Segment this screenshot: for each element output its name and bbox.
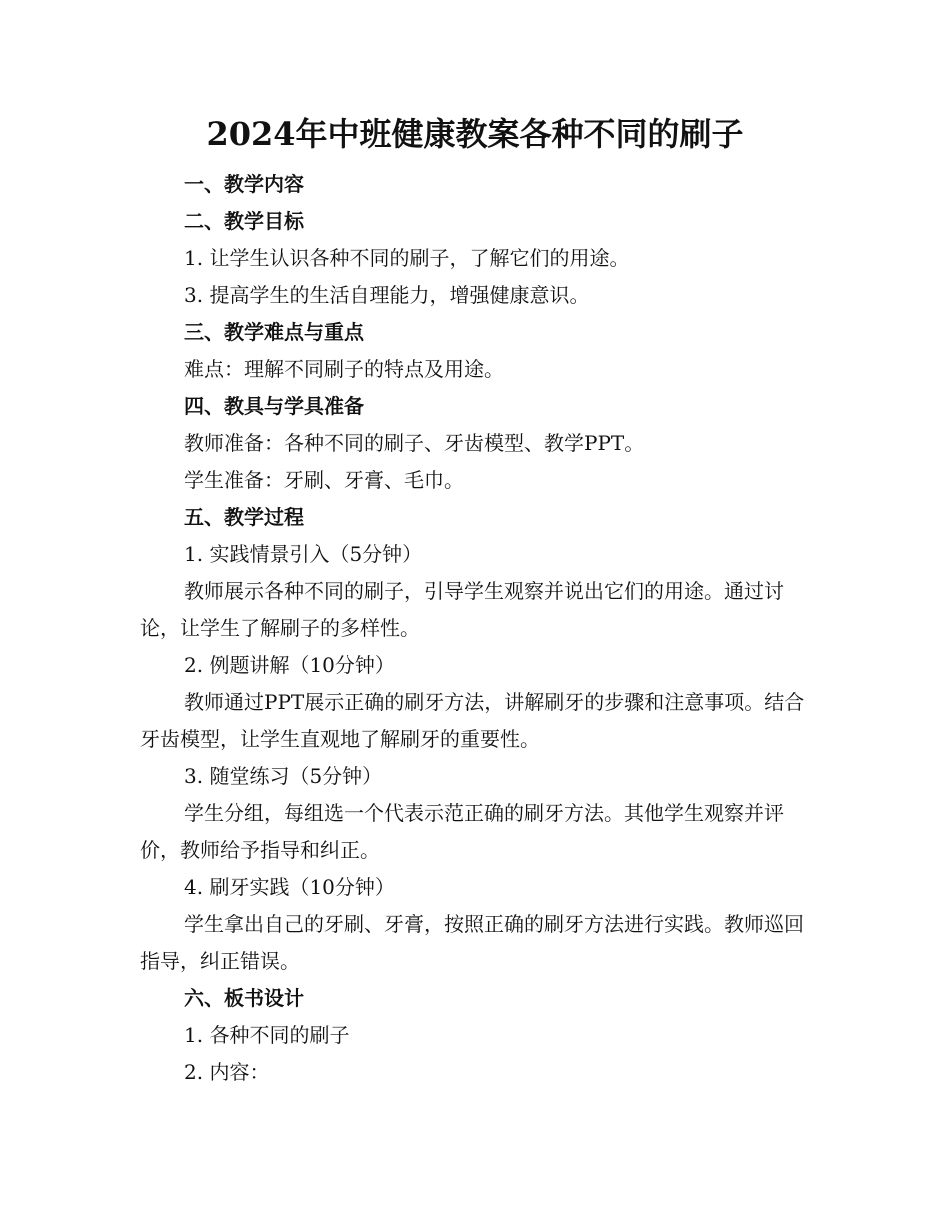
section-heading-board-design: 六、板书设计 bbox=[184, 986, 304, 1010]
board-item-1: 1. 各种不同的刷子 bbox=[184, 1023, 350, 1047]
difficulty-text: 难点：理解不同刷子的特点及用途。 bbox=[184, 357, 504, 381]
teacher-materials: 教师准备：各种不同的刷子、牙齿模型、教学PPT。 bbox=[184, 431, 645, 455]
process-step-3-text: 学生分组，每组选一个代表示范正确的刷牙方法。其他学生观察并评价，教师给予指导和纠正。 bbox=[140, 801, 784, 862]
section-heading-process: 五、教学过程 bbox=[184, 505, 304, 529]
process-step-4: 4. 刷牙实践（10分钟） bbox=[184, 875, 395, 899]
document-title: 2024年中班健康教案各种不同的刷子 bbox=[206, 115, 744, 153]
process-step-1: 1. 实践情景引入（5分钟） bbox=[184, 542, 423, 566]
goal-item-1: 1. 让学生认识各种不同的刷子，了解它们的用途。 bbox=[184, 246, 630, 270]
goal-item-3: 3. 提高学生的生活自理能力，增强健康意识。 bbox=[184, 283, 590, 307]
board-item-2: 2. 内容： bbox=[184, 1060, 270, 1084]
process-step-2-text: 教师通过PPT展示正确的刷牙方法，讲解刷牙的步骤和注意事项。结合牙齿模型，让学生直观地了解刷牙的重要性。 bbox=[140, 690, 805, 751]
document-body bbox=[140, 166, 810, 1091]
process-step-3: 3. 随堂练习（5分钟） bbox=[184, 764, 383, 788]
section-heading-teaching-goals: 二、教学目标 bbox=[184, 209, 304, 233]
process-step-4-text: 学生拿出自己的牙刷、牙膏，按照正确的刷牙方法进行实践。教师巡回指导，纠正错误。 bbox=[140, 912, 804, 973]
section-heading-difficulties: 三、教学难点与重点 bbox=[184, 320, 364, 344]
process-step-2: 2. 例题讲解（10分钟） bbox=[184, 653, 395, 677]
process-step-1-text: 教师展示各种不同的刷子，引导学生观察并说出它们的用途。通过讨论，让学生了解刷子的多样性。 bbox=[140, 579, 784, 640]
section-heading-materials: 四、教具与学具准备 bbox=[184, 394, 364, 418]
section-heading-teaching-content: 一、教学内容 bbox=[184, 172, 304, 196]
student-materials: 学生准备：牙刷、牙膏、毛巾。 bbox=[184, 468, 464, 492]
